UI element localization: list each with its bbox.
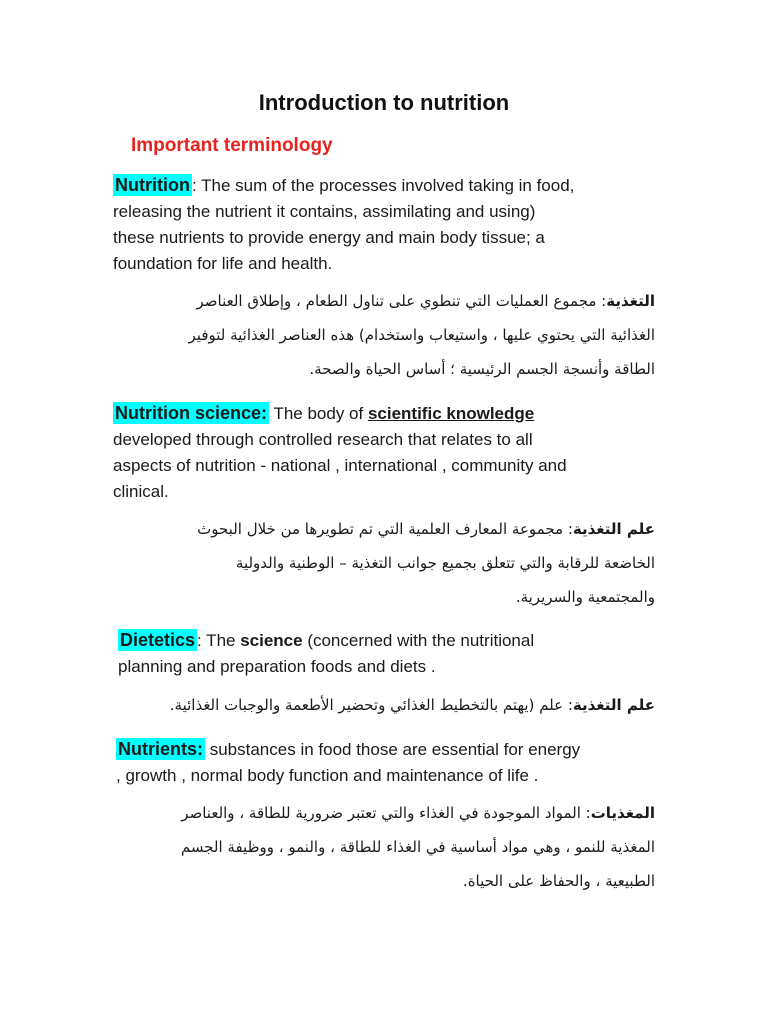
page-title: Introduction to nutrition xyxy=(258,90,510,115)
underlined-text: scientific knowledge xyxy=(367,404,535,423)
ar-term: المغذيات xyxy=(590,804,655,822)
text-line: والمجتمعية والسريرية. xyxy=(515,588,655,606)
text-run: : علم (يهتم بالتخطيط الغذائي وتحضير الأطعمة والوجبات الغذائية. xyxy=(169,696,573,714)
ar-term: علم التغذية xyxy=(572,696,655,714)
term-highlight: Nutrition xyxy=(115,175,190,195)
ar-term: التغذية xyxy=(606,292,655,310)
nutrition-science-definition-en xyxy=(113,400,673,505)
text-line xyxy=(110,796,655,830)
text-line xyxy=(110,512,655,546)
text-line: developed through controlled research that relates to all xyxy=(113,430,533,449)
text-line: الخاضعة للرقابة والتي تتعلق بجميع جوانب التغذية – الوطنية والدولية xyxy=(235,554,655,572)
text-line xyxy=(118,627,678,654)
text-line xyxy=(110,688,655,722)
text-line xyxy=(110,284,655,318)
text-line: aspects of nutrition - national , international , community and xyxy=(113,456,567,475)
text-run: (concerned with the nutritional xyxy=(302,631,535,650)
section-heading: Important terminology xyxy=(131,135,333,156)
nutrition-definition-en xyxy=(113,172,673,277)
dietetics-definition-ar xyxy=(110,688,655,722)
text-line: , growth , normal body function and maintenance of life . xyxy=(116,766,539,785)
text-line: clinical. xyxy=(113,482,169,501)
nutrients-definition-en xyxy=(116,736,676,789)
text-line: planning and preparation foods and diets . xyxy=(118,657,436,676)
text-line xyxy=(113,400,673,427)
text-run: : The sum of the processes involved taking in food, xyxy=(191,176,575,195)
text-run: substances in food those are essential for energy xyxy=(205,740,581,759)
text-run: : مجموع العمليات التي تنطوي على تناول الطعام ، وإطلاق العناصر xyxy=(196,292,607,310)
text-line xyxy=(116,736,676,763)
text-line: المغذية للنمو ، وهي مواد أساسية في الغذاء للطاقة ، والنمو ، ووظيفة الجسم xyxy=(180,838,655,856)
nutrition-science-definition-ar xyxy=(110,512,655,614)
text-run: The body of xyxy=(269,404,368,423)
text-run: : مجموعة المعارف العلمية التي تم تطويرها من خلال البحوث xyxy=(197,520,573,538)
nutrition-definition-ar xyxy=(110,284,655,386)
text-run: : The xyxy=(197,631,241,650)
term-highlight: Nutrients: xyxy=(118,739,203,759)
text-line xyxy=(113,172,673,199)
nutrients-definition-ar xyxy=(110,796,655,898)
dietetics-definition-en xyxy=(118,627,678,680)
text-run: : المواد الموجودة في الغذاء والتي تعتبر ضرورية للطاقة ، والعناصر xyxy=(181,804,591,822)
text-line: الطاقة وأنسجة الجسم الرئيسية ؛ أساس الحياة والصحة. xyxy=(309,360,655,378)
text-line: الغذائية التي يحتوي عليها ، واستيعاب واستخدام) هذه العناصر الغذائية لتوفير xyxy=(188,326,655,344)
text-line: releasing the nutrient it contains, assimilating and using) xyxy=(113,202,536,221)
ar-term: علم التغذية xyxy=(572,520,655,538)
term-highlight: Dietetics xyxy=(120,630,196,650)
text-line: الطبيعية ، والحفاظ على الحياة. xyxy=(462,872,655,890)
bold-text: science xyxy=(240,631,303,650)
text-line: foundation for life and health. xyxy=(113,254,333,273)
text-line: these nutrients to provide energy and main body tissue; a xyxy=(113,228,545,247)
term-highlight: Nutrition science: xyxy=(115,403,268,423)
